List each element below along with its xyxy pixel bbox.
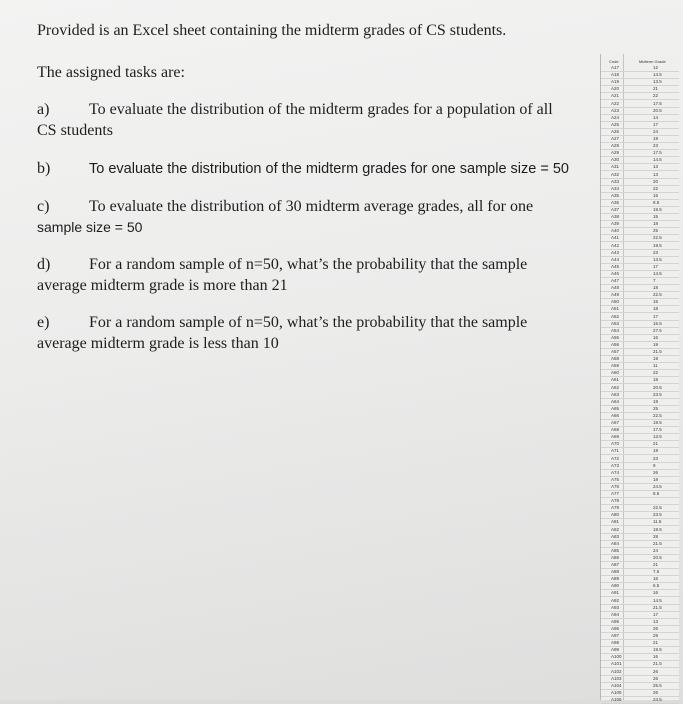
intro-text: Provided is an Excel sheet containing the midterm grades of CS students. <box>37 22 507 39</box>
cell-grade: 24 <box>653 128 659 134</box>
cell-grade: 19.5 <box>653 420 662 425</box>
cell-code: A71 <box>611 448 620 454</box>
cell-code: A20 <box>611 86 620 92</box>
cell-grade: 22.5 <box>653 412 662 418</box>
cell-grade: 21.5 <box>653 349 662 354</box>
cell-grade: 17.5 <box>653 427 662 433</box>
cell-grade: 12 <box>653 65 659 70</box>
cell-code: A55 <box>611 334 620 340</box>
task-line1: To evaluate the distribution of the midterm grades for one sample size = 50 <box>89 161 569 177</box>
cell-code: A26 <box>611 128 620 134</box>
cell-code: A69 <box>611 434 620 440</box>
cell-code: A27 <box>611 136 620 141</box>
task-line1: For a random sample of n=50, what’s the probability that the sample <box>89 256 528 273</box>
task-label: e) <box>37 314 50 331</box>
cell-grade: 17.5 <box>653 150 662 156</box>
cell-grade: 19 <box>653 448 659 454</box>
cell-grade: 11.5 <box>653 519 662 525</box>
cell-code: A43 <box>611 249 620 255</box>
spreadsheet-column <box>600 54 679 700</box>
cell-grade: 16 <box>653 654 659 660</box>
cell-grade: 7.5 <box>653 569 660 575</box>
cell-grade: 14.5 <box>653 72 662 78</box>
cell-grade: 16 <box>653 590 659 596</box>
cell-grade: 22.5 <box>653 292 662 298</box>
cell-grade: 18 <box>653 285 659 291</box>
cell-code: A31 <box>611 164 620 170</box>
cell-grade: 17 <box>653 313 659 319</box>
cell-grade: 24.5 <box>653 483 662 489</box>
cell-code: A98 <box>611 640 620 646</box>
cell-code: A84 <box>611 540 620 546</box>
task-label: b) <box>37 160 51 177</box>
task-line2: CS students <box>37 122 114 139</box>
cell-code: A57 <box>611 349 620 354</box>
cell-code: A44 <box>611 256 620 262</box>
cell-grade: 19.5 <box>653 242 662 248</box>
cell-grade: 15 <box>653 192 659 198</box>
cell-grade: 20.5 <box>653 554 662 560</box>
cell-grade: 19 <box>653 356 659 362</box>
cell-grade: 14.5 <box>653 157 662 163</box>
cell-grade: 6.5 <box>653 583 660 589</box>
cell-code: A21 <box>611 93 620 99</box>
cell-grade: 9 <box>653 462 656 468</box>
cell-code: A37 <box>611 207 620 212</box>
cell-code: A62 <box>611 384 620 390</box>
cell-code: A70 <box>611 441 620 447</box>
task-e <box>37 312 597 354</box>
cell-grade: 13.5 <box>653 256 662 262</box>
cell-code: A101 <box>611 661 622 667</box>
cell-code: A92 <box>611 597 620 603</box>
cell-grade: 25 <box>653 405 659 411</box>
cell-code: A49 <box>611 292 620 298</box>
cell-code: A72 <box>611 455 620 461</box>
cell-code: A103 <box>611 675 622 681</box>
cell-code: A28 <box>611 143 620 149</box>
cell-grade: 26 <box>653 469 659 475</box>
cell-code: A38 <box>611 214 620 220</box>
tasks-heading: The assigned tasks are: <box>37 64 185 81</box>
task-label: c) <box>37 198 50 215</box>
cell-code: A36 <box>611 199 620 205</box>
cell-code: A63 <box>611 391 620 397</box>
cell-code: A60 <box>611 370 620 376</box>
cell-code: A64 <box>611 398 620 404</box>
cell-grade: 18 <box>653 306 659 312</box>
cell-grade: 8.5 <box>653 199 660 205</box>
task-d <box>37 254 597 296</box>
cell-grade: 23 <box>653 249 659 255</box>
cell-code: A35 <box>611 192 620 198</box>
cell-grade: 18 <box>653 476 659 482</box>
cell-code: A99 <box>611 647 620 653</box>
cell-grade: 17 <box>653 263 659 269</box>
cell-grade: 21.5 <box>653 540 662 546</box>
cell-grade: 21.5 <box>653 661 662 667</box>
cell-code: A45 <box>611 263 620 269</box>
cell-code: A85 <box>611 547 620 553</box>
cell-code: A48 <box>611 285 620 291</box>
cell-code: A97 <box>611 633 620 638</box>
cell-grade: 16 <box>653 334 659 340</box>
cell-grade: 18 <box>653 377 659 383</box>
cell-code: A95 <box>611 618 620 624</box>
cell-grade: 26 <box>653 689 659 695</box>
cell-grade: 21 <box>653 562 659 567</box>
cell-code: A73 <box>611 462 620 468</box>
cell-grade: 21.5 <box>653 604 662 610</box>
cell-grade: 13 <box>653 164 659 170</box>
cell-code: A33 <box>611 178 620 184</box>
cell-code: A47 <box>611 278 620 283</box>
cell-code: A50 <box>611 299 620 305</box>
cell-code: A93 <box>611 604 620 610</box>
cell-code: A83 <box>611 533 620 539</box>
cell-code: A77 <box>611 491 620 496</box>
cell-grade: 21 <box>653 441 659 447</box>
task-a <box>37 99 597 141</box>
cell-grade: 14.5 <box>653 597 662 603</box>
cell-code: A68 <box>611 427 620 433</box>
cell-code: A23 <box>611 107 620 113</box>
cell-code: A81 <box>611 519 620 525</box>
cell-grade: 22 <box>653 370 659 376</box>
cell-code: A19 <box>611 79 620 85</box>
cell-grade: 19 <box>653 398 659 404</box>
cell-grade: 19.5 <box>653 647 662 653</box>
cell-code: A104 <box>611 682 622 688</box>
cell-grade: 8.5 <box>653 491 660 496</box>
cell-grade: 28 <box>653 533 659 539</box>
cell-code: A65 <box>611 405 620 411</box>
task-line2: sample size = 50 <box>37 219 143 235</box>
cell-code: A22 <box>611 100 620 106</box>
cell-grade: 23 <box>653 455 659 461</box>
cell-grade: 24.5 <box>653 696 662 702</box>
cell-grade: 29 <box>653 633 659 638</box>
cell-code: A94 <box>611 611 620 617</box>
cell-grade: 26 <box>653 668 659 674</box>
cell-grade: 20.5 <box>653 107 662 113</box>
task-line1: For a random sample of n=50, what’s the probability that the sample <box>89 314 528 331</box>
cell-grade: 18 <box>653 221 659 227</box>
cell-code: A79 <box>611 505 620 511</box>
cell-grade: 22 <box>653 93 659 99</box>
cell-grade: 14 <box>653 114 659 120</box>
cell-grade: 22.5 <box>653 505 662 511</box>
cell-code: A56 <box>611 341 620 347</box>
cell-code: A100 <box>611 654 622 660</box>
task-line1: To evaluate the distribution of the midterm grades for a population of all <box>89 101 553 118</box>
cell-grade: 13 <box>653 618 659 624</box>
cell-code: A66 <box>611 412 620 418</box>
cell-grade: 7 <box>653 278 656 283</box>
cell-code: A91 <box>611 590 620 596</box>
cell-grade: 25 <box>653 228 659 234</box>
cell-code: A96 <box>611 625 620 631</box>
cell-code: A42 <box>611 242 620 248</box>
cell-code: A40 <box>611 228 620 234</box>
cell-grade: 23.5 <box>653 512 662 518</box>
cell-code: A105 <box>611 689 622 695</box>
cell-grade: 11 <box>653 363 658 369</box>
cell-grade: 19 <box>653 136 659 141</box>
header-code: Code <box>609 59 619 64</box>
cell-grade: 22 <box>653 185 659 191</box>
cell-code: A24 <box>611 114 620 120</box>
cell-code: A61 <box>611 377 620 383</box>
task-label: a) <box>37 101 50 118</box>
cell-code: A29 <box>611 150 620 156</box>
cell-grade: 24 <box>653 547 659 553</box>
cell-code: A18 <box>611 72 620 78</box>
cell-grade: 15 <box>653 299 659 305</box>
cell-grade: 20.5 <box>653 384 662 390</box>
cell-code: A25 <box>611 121 620 127</box>
cell-grade: 21 <box>653 86 659 92</box>
cell-grade: 17 <box>653 121 659 127</box>
cell-grade: 16 <box>653 576 659 582</box>
cell-grade: 15.5 <box>653 320 662 326</box>
cell-code: A82 <box>611 526 620 532</box>
cell-grade: 22.5 <box>653 235 662 241</box>
task-line2: average midterm grade is more than 21 <box>37 277 288 294</box>
cell-grade: 17 <box>653 611 659 617</box>
cell-code: A80 <box>611 512 620 518</box>
cell-code: A34 <box>611 185 620 191</box>
cell-code: A102 <box>611 668 622 674</box>
cell-grade: 23.5 <box>653 391 662 397</box>
cell-code: A46 <box>611 270 620 276</box>
cell-grade: 13.5 <box>653 434 662 440</box>
cell-grade: 15 <box>653 214 659 220</box>
task-line1: To evaluate the distribution of 30 midterm average grades, all for one <box>89 198 534 215</box>
cell-grade: 14.5 <box>653 270 662 276</box>
cell-grade: 25.5 <box>653 682 662 688</box>
cell-grade: 26 <box>653 625 659 631</box>
task-b <box>37 158 597 180</box>
cell-grade: 21 <box>653 640 659 646</box>
task-c <box>37 196 597 238</box>
cell-code: A17 <box>611 65 620 70</box>
cell-code: A90 <box>611 583 620 589</box>
header-midterm-grade: Midterm Grade <box>639 59 666 64</box>
cell-grade: 19.5 <box>653 207 662 212</box>
cell-code: A67 <box>611 420 620 425</box>
cell-code: A87 <box>611 562 620 567</box>
cell-code: A52 <box>611 313 620 319</box>
cell-code: A78 <box>611 498 620 504</box>
cell-code: A30 <box>611 157 620 163</box>
cell-code: A76 <box>611 483 620 489</box>
cell-grade: 23 <box>653 143 659 149</box>
cell-code: A88 <box>611 569 620 575</box>
cell-grade: 13 <box>653 171 659 177</box>
cell-code: A39 <box>611 221 620 227</box>
cell-code: A74 <box>611 469 620 475</box>
cell-code: A53 <box>611 320 620 326</box>
cell-code: A86 <box>611 554 620 560</box>
cell-grade: 19.5 <box>653 526 662 532</box>
cell-code: A32 <box>611 171 620 177</box>
cell-grade: 20 <box>653 178 659 184</box>
cell-grade: 13.5 <box>653 79 662 85</box>
cell-code: A58 <box>611 356 620 362</box>
cell-code: A106 <box>611 696 622 702</box>
cell-code: A75 <box>611 476 620 482</box>
cell-grade: 17.5 <box>653 100 662 106</box>
cell-grade: 19 <box>653 341 659 347</box>
task-label: d) <box>37 256 51 273</box>
cell-code: A54 <box>611 327 620 333</box>
cell-code: A59 <box>611 363 620 369</box>
cell-grade: 26 <box>653 675 659 681</box>
task-line2: average midterm grade is less than 10 <box>37 335 279 352</box>
cell-code: A51 <box>611 306 620 312</box>
cell-grade: 27.5 <box>653 327 662 333</box>
cell-code: A41 <box>611 235 620 241</box>
cell-code: A89 <box>611 576 620 582</box>
